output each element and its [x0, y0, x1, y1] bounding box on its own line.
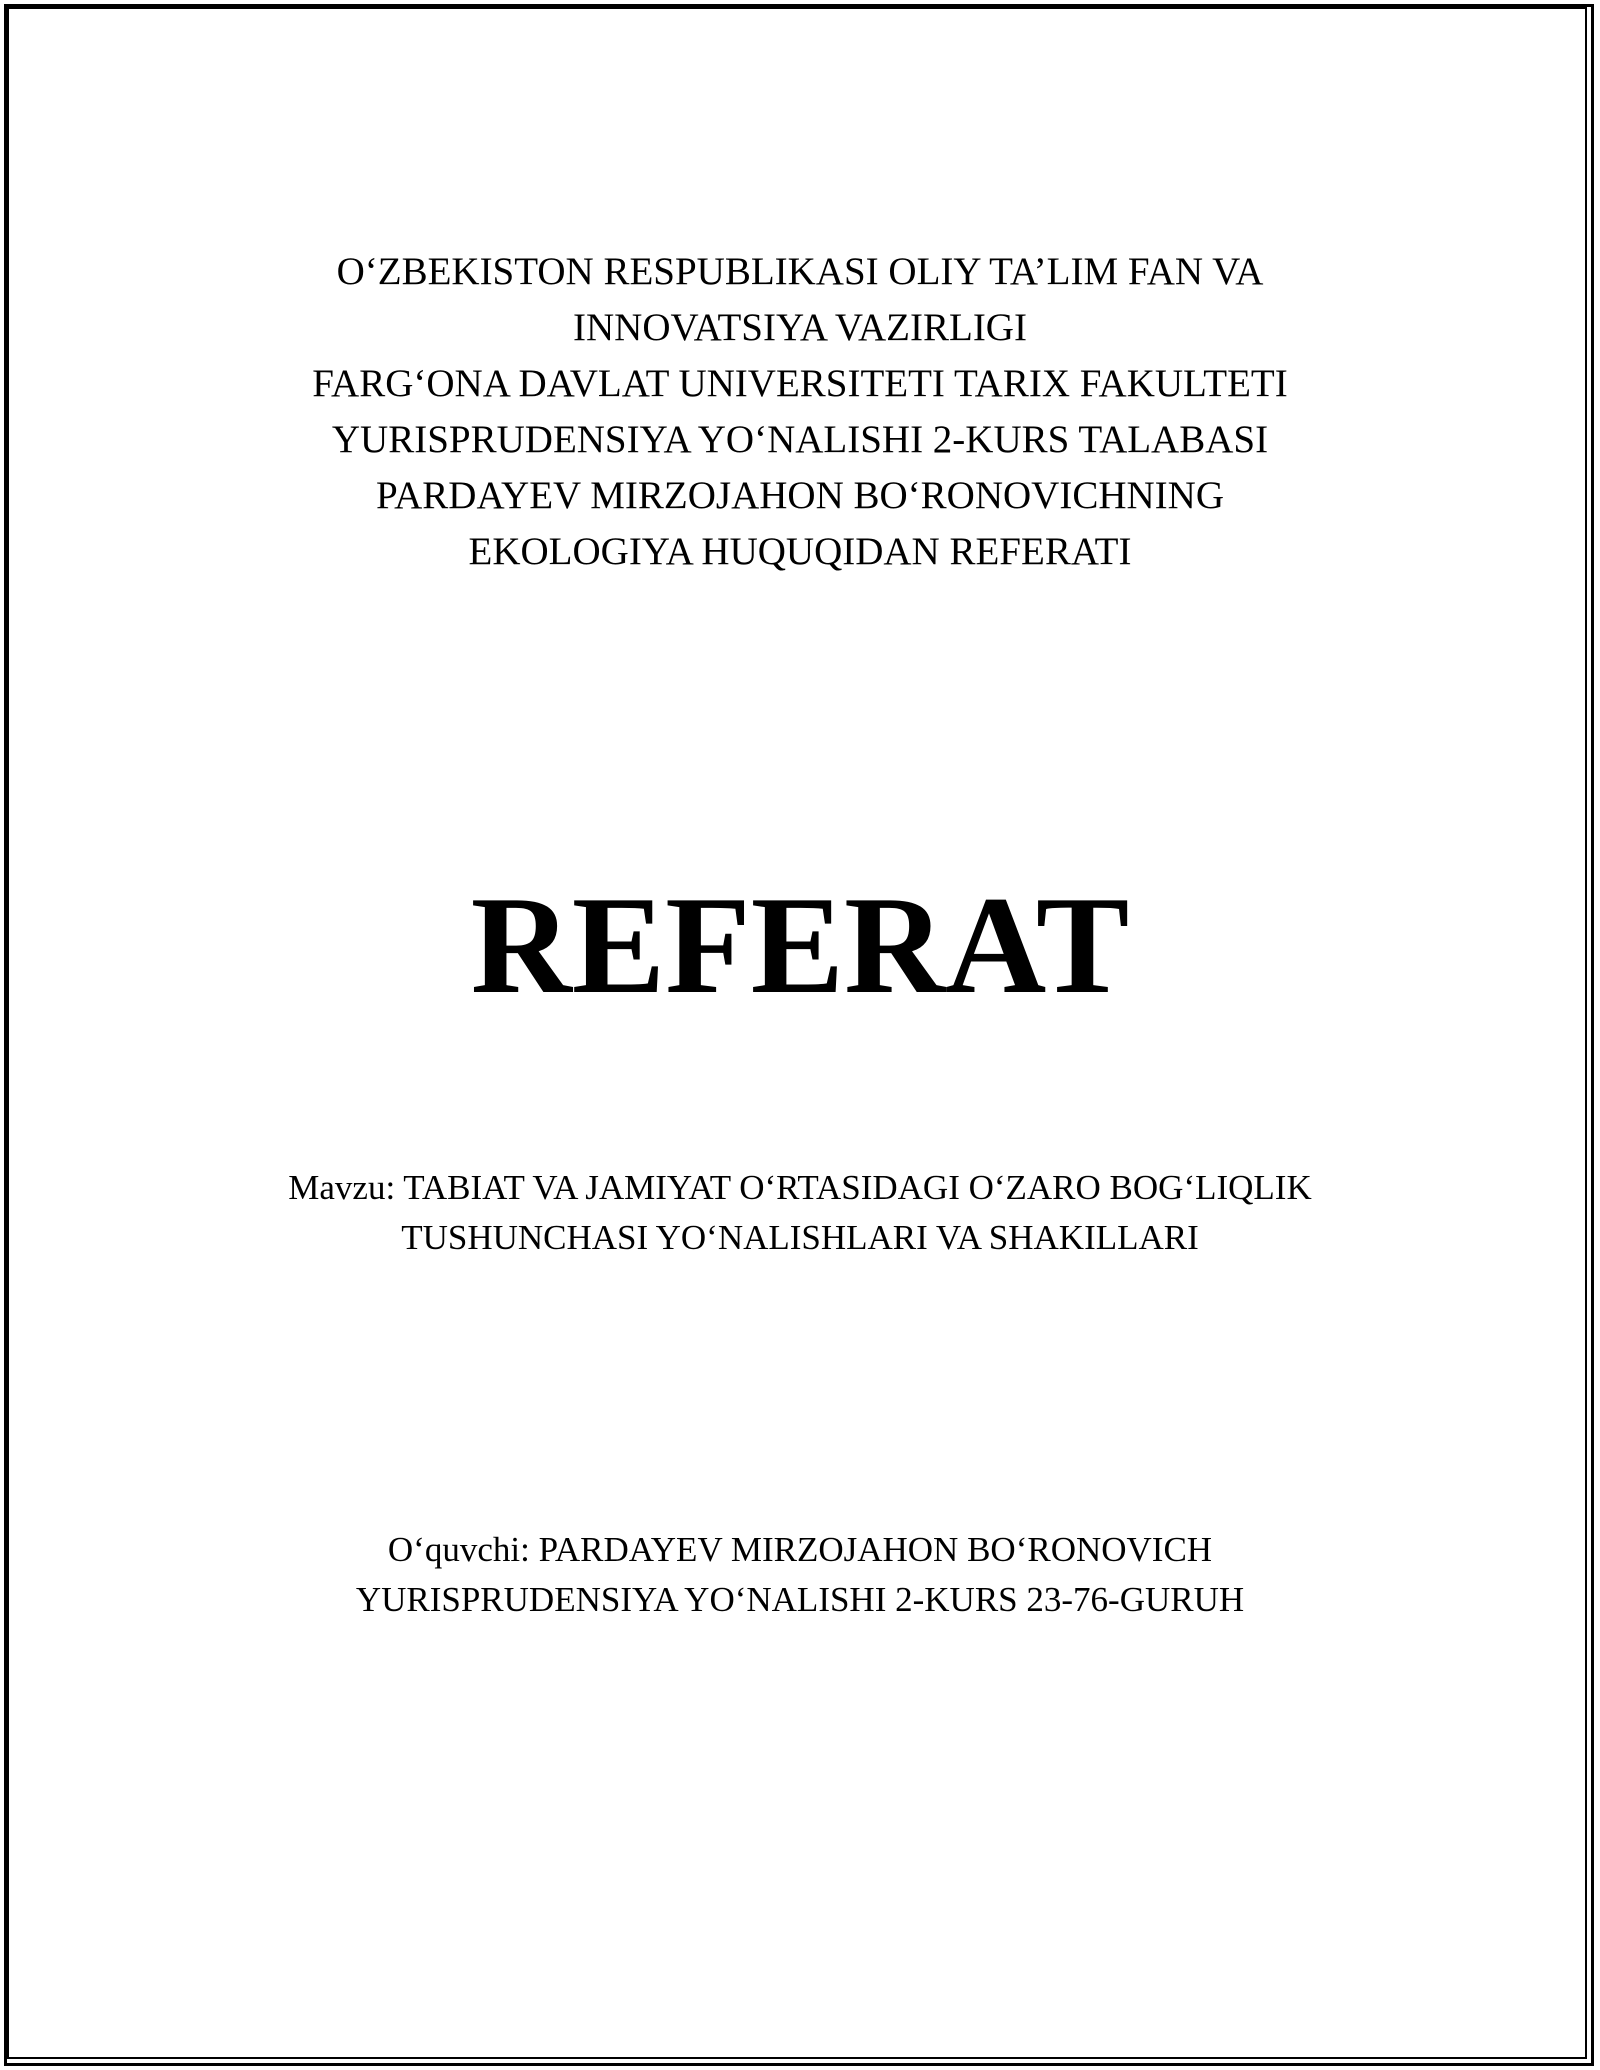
- document-title: REFERAT: [470, 868, 1130, 1023]
- header-line-3: FARG‘ONA DAVLAT UNIVERSITETI TARIX FAKULTETI: [312, 362, 1288, 405]
- header-line-1: O‘ZBEKISTON RESPUBLIKASI OLIY TA’LIM FAN VA: [336, 250, 1264, 293]
- header-line-2: INNOVATSIYA VAZIRLIGI: [573, 306, 1027, 349]
- header-line-4: YURISPRUDENSIYA YO‘NALISHI 2-KURS TALABASI: [331, 418, 1269, 461]
- student-block: [0, 1525, 1600, 1625]
- header-line-5: PARDAYEV MIRZOJAHON BO‘RONOVICHNING: [376, 474, 1224, 517]
- institution-header: [0, 244, 1600, 580]
- student-line-1: O‘quvchi: PARDAYEV MIRZOJAHON BO‘RONOVICH: [387, 1530, 1213, 1569]
- topic-line-1: Mavzu: TABIAT VA JAMIYAT O‘RTASIDAGI O‘ZARO BOG‘LIQLIK: [288, 1168, 1312, 1207]
- header-line-6: EKOLOGIYA HUQUQIDAN REFERATI: [468, 530, 1132, 573]
- topic-block: [0, 1163, 1600, 1263]
- topic-line-2: TUSHUNCHASI YO‘NALISHLARI VA SHAKILLARI: [401, 1218, 1199, 1257]
- student-line-2: YURISPRUDENSIYA YO‘NALISHI 2-KURS 23-76-GURUH: [355, 1580, 1245, 1619]
